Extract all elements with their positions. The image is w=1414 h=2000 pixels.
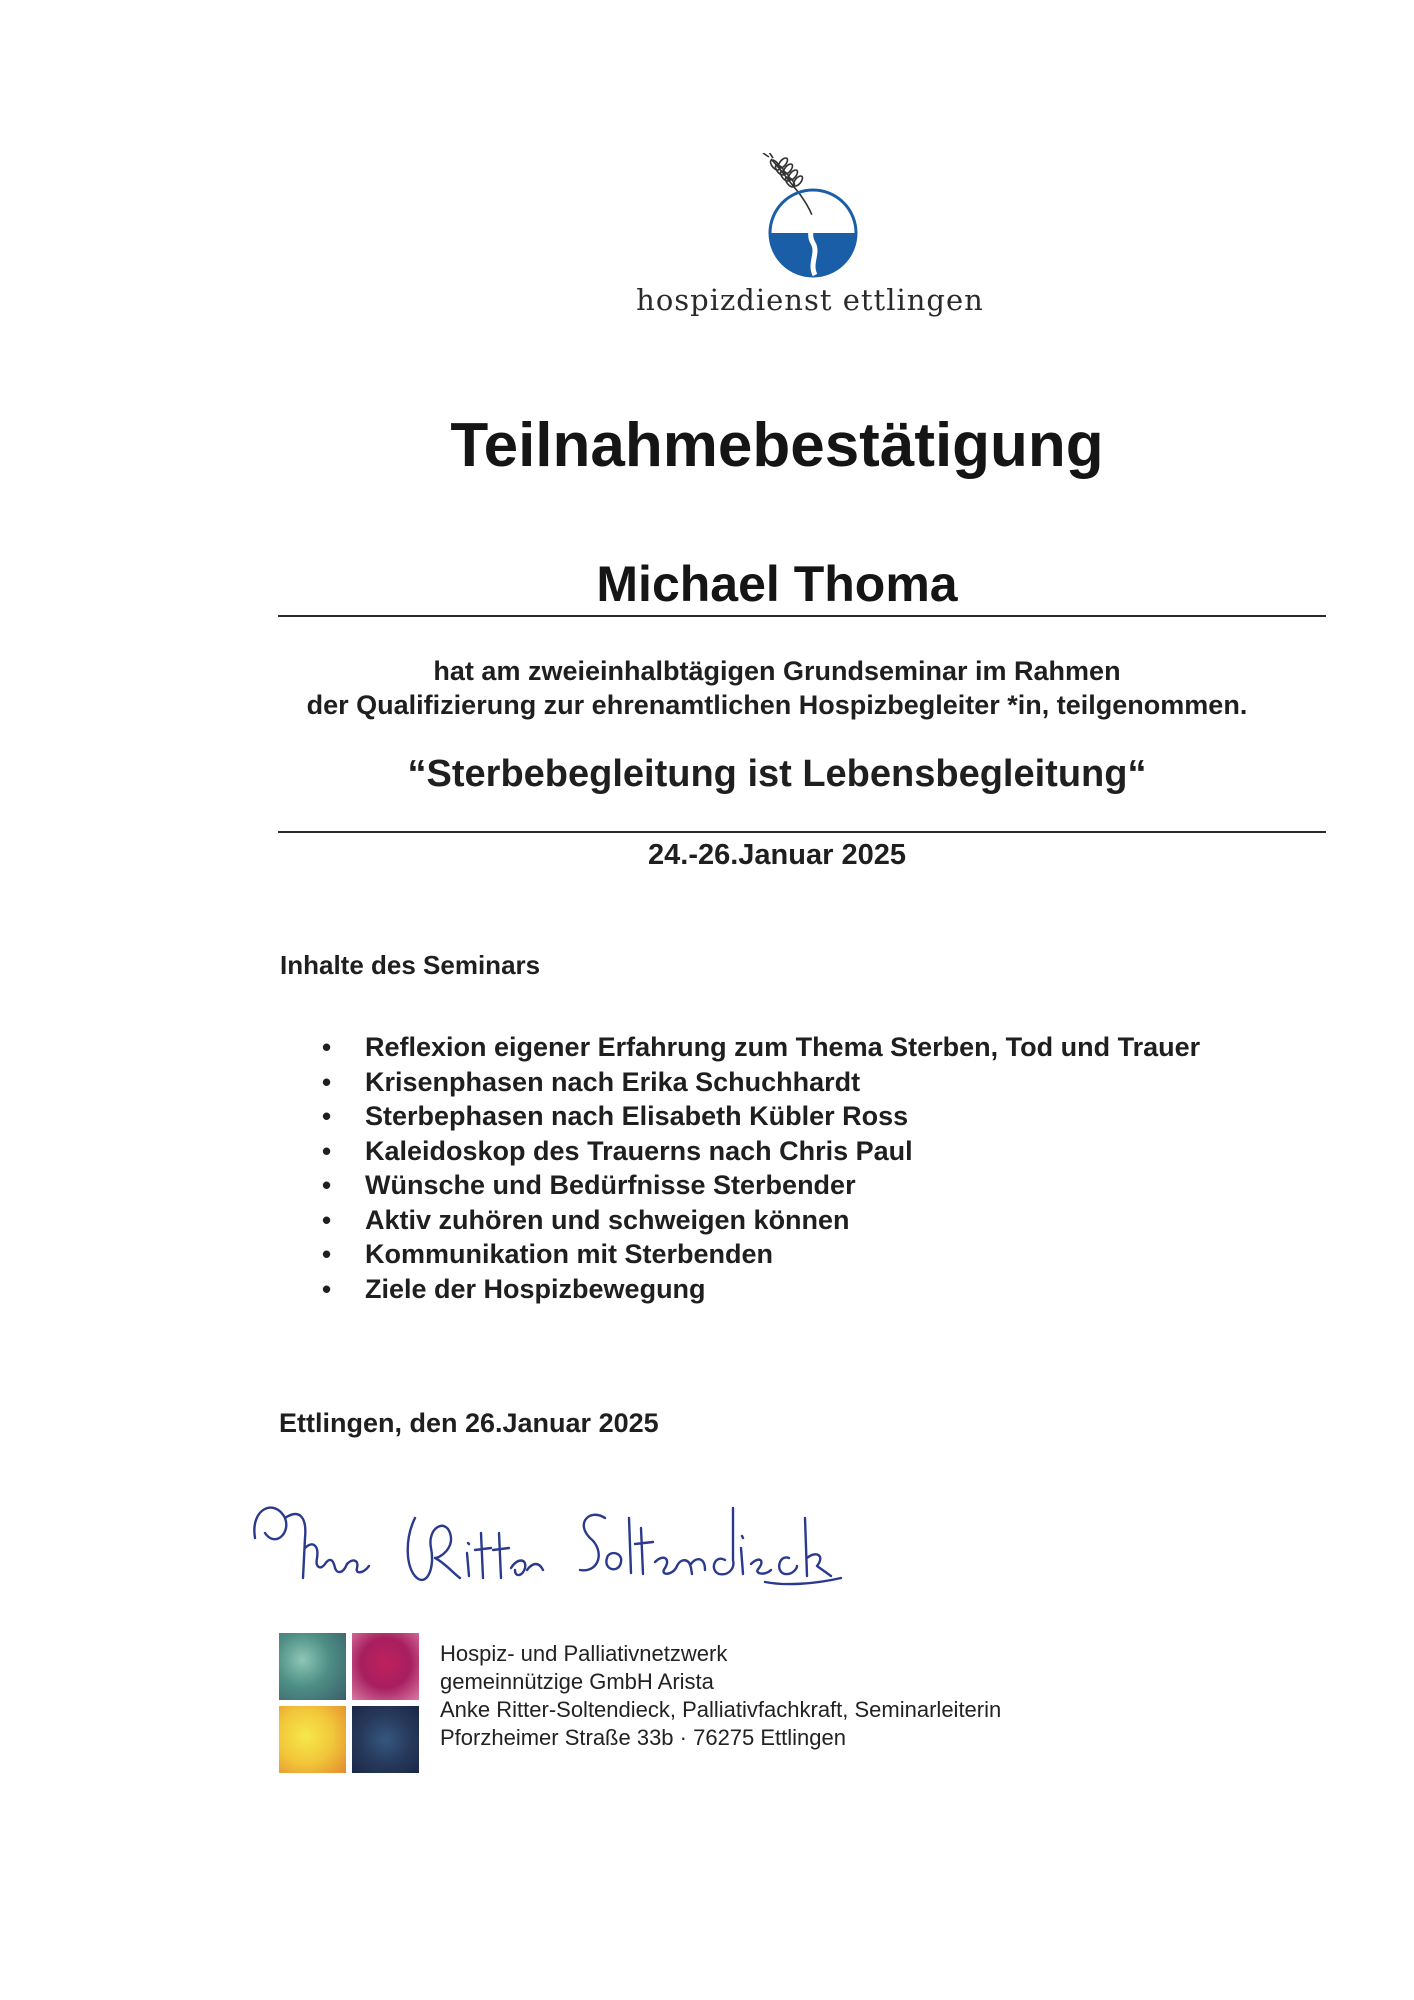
place-date: Ettlingen, den 26.Januar 2025: [279, 1408, 659, 1438]
intro-line-2: der Qualifizierung zur ehrenamtlichen Hospizbegleiter *in, teilgenommen.: [306, 690, 1248, 720]
list-item: • Sterbephasen nach Elisabeth Kübler Ross: [322, 1099, 1200, 1134]
logo-square-teal: [279, 1633, 346, 1700]
logo-square-magenta: [352, 1633, 419, 1700]
motto-underline: [278, 831, 1326, 833]
footer-line: Hospiz- und Palliativnetzwerk: [440, 1641, 728, 1666]
topics-list: [322, 1030, 1200, 1306]
list-item: • Reflexion eigener Erfahrung zum Thema Sterben, Tod und Trauer: [322, 1030, 1200, 1065]
seminar-dates: 24.-26.Januar 2025: [648, 839, 906, 871]
list-item: • Krisenphasen nach Erika Schuchhardt: [322, 1065, 1200, 1100]
list-item: • Kommunikation mit Sterbenden: [322, 1237, 1200, 1272]
footer-address: [440, 1640, 1001, 1752]
list-item: • Wünsche und Bedürfnisse Sterbender: [322, 1168, 1200, 1203]
intro-line-1: hat am zweieinhalbtägigen Grundseminar im Rahmen: [433, 656, 1121, 686]
logo-square-navy: [352, 1706, 419, 1773]
colour-squares-logo-icon: [279, 1633, 419, 1773]
signature: [245, 1478, 845, 1608]
seminar-motto: “Sterbebegleitung ist Lebensbegleitung“: [407, 753, 1147, 795]
footer-line: Anke Ritter-Soltendieck, Palliativfachkraft, Seminarleiterin: [440, 1697, 1002, 1722]
list-item: • Aktiv zuhören und schweigen können: [322, 1203, 1200, 1238]
list-item: • Kaleidoskop des Trauerns nach Chris Paul: [322, 1134, 1200, 1169]
wheat-river-logo-icon: [757, 153, 869, 278]
participant-name: Michael Thoma: [596, 556, 958, 612]
logo-square-yellow: [279, 1706, 346, 1773]
list-item: • Ziele der Hospizbewegung: [322, 1272, 1200, 1307]
footer-line: Pforzheimer Straße 33b · 76275 Ettlingen: [440, 1725, 847, 1750]
certificate-title: Teilnahmebestätigung: [450, 411, 1104, 480]
organization-name: hospizdienst ettlingen: [636, 283, 984, 317]
contents-heading: Inhalte des Seminars: [280, 950, 541, 980]
name-underline: [278, 615, 1326, 617]
footer-line: gemeinnützige GmbH Arista: [440, 1669, 714, 1694]
